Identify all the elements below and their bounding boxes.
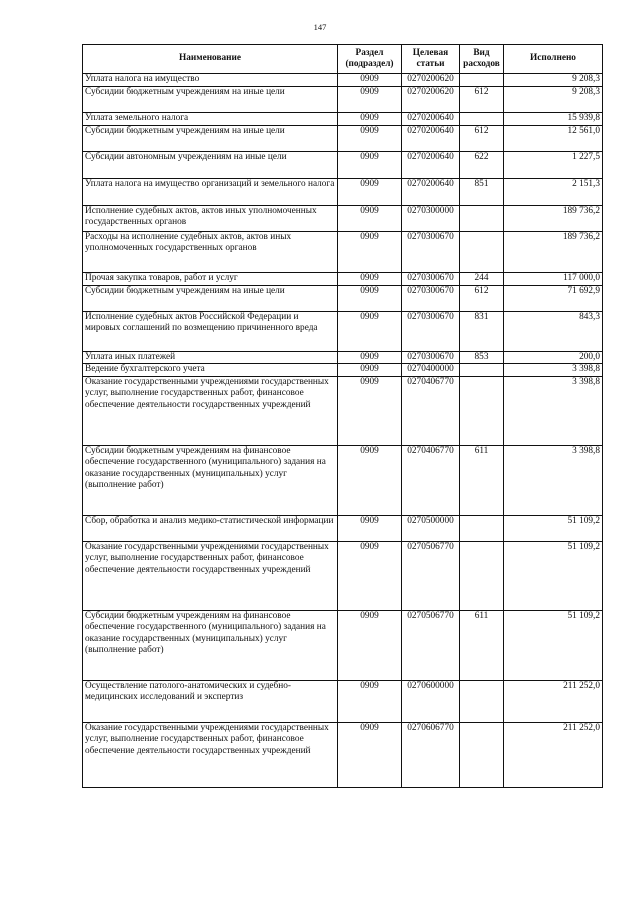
cell-section: 0909 (338, 312, 402, 352)
cell-section: 0909 (338, 286, 402, 312)
cell-target: 0270406770 (402, 445, 460, 515)
cell-type (460, 113, 504, 126)
header-name: Наименование (83, 45, 338, 74)
cell-type: 851 (460, 179, 504, 206)
table-row (83, 206, 603, 232)
cell-name: Исполнение судебных актов Российской Федерации и мировых соглашений по возмещению причиненного вреда (83, 312, 338, 352)
cell-name: Оказание государственными учреждениями государственных услуг, выполнение государственных работ, финансовое обеспечение деятельности государственных учреждений (83, 541, 338, 610)
cell-section: 0909 (338, 376, 402, 445)
cell-target: 0270300670 (402, 352, 460, 364)
cell-name: Уплата земельного налога (83, 113, 338, 126)
cell-executed: 189 736,2 (504, 206, 603, 232)
cell-target: 0270506770 (402, 610, 460, 680)
cell-executed: 3 398,8 (504, 445, 603, 515)
cell-type: 831 (460, 312, 504, 352)
cell-section: 0909 (338, 445, 402, 515)
cell-name: Уплата налога на имущество (83, 74, 338, 87)
cell-section: 0909 (338, 87, 402, 113)
cell-name: Расходы на исполнение судебных актов, актов иных уполномоченных государственных органов (83, 232, 338, 273)
cell-target: 0270300670 (402, 232, 460, 273)
table-row (83, 515, 603, 541)
cell-executed: 51 109,2 (504, 515, 603, 541)
cell-target: 0270506770 (402, 541, 460, 610)
cell-type (460, 541, 504, 610)
budget-table (82, 44, 603, 788)
cell-executed: 71 692,9 (504, 286, 603, 312)
cell-section: 0909 (338, 179, 402, 206)
cell-section: 0909 (338, 152, 402, 179)
cell-target: 0270200640 (402, 126, 460, 152)
cell-executed: 51 109,2 (504, 541, 603, 610)
cell-executed: 211 252,0 (504, 722, 603, 787)
table-row (83, 610, 603, 680)
header-section: Раздел (подраздел) (338, 45, 402, 74)
cell-executed: 1 227,5 (504, 152, 603, 179)
cell-section: 0909 (338, 722, 402, 787)
cell-target: 0270200640 (402, 179, 460, 206)
table-row (83, 232, 603, 273)
cell-name: Субсидии бюджетным учреждениям на иные цели (83, 87, 338, 113)
cell-type: 611 (460, 445, 504, 515)
table-row (83, 680, 603, 722)
cell-name: Уплата иных платежей (83, 352, 338, 364)
table-row (83, 722, 603, 787)
table-row (83, 113, 603, 126)
cell-target: 0270200620 (402, 87, 460, 113)
cell-target: 0270300000 (402, 206, 460, 232)
cell-type: 612 (460, 286, 504, 312)
table-row (83, 74, 603, 87)
cell-name: Оказание государственными учреждениями государственных услуг, выполнение государственных работ, финансовое обеспечение деятельности государственных учреждений (83, 722, 338, 787)
table-row (83, 273, 603, 286)
cell-section: 0909 (338, 232, 402, 273)
cell-section: 0909 (338, 541, 402, 610)
table-row (83, 286, 603, 312)
cell-target: 0270500000 (402, 515, 460, 541)
cell-type (460, 364, 504, 376)
cell-type (460, 722, 504, 787)
table-row (83, 352, 603, 364)
cell-executed: 843,3 (504, 312, 603, 352)
table-row (83, 364, 603, 376)
cell-name: Оказание государственными учреждениями государственных услуг, выполнение государственных работ, финансовое обеспечение деятельности государственных учреждений (83, 376, 338, 445)
cell-executed: 189 736,2 (504, 232, 603, 273)
cell-executed: 2 151,3 (504, 179, 603, 206)
cell-name: Ведение бухгалтерского учета (83, 364, 338, 376)
cell-name: Субсидии бюджетным учреждениям на финансовое обеспечение государственного (муниципального) задания на оказание государственных (муниципальных) услуг (выполнение работ) (83, 610, 338, 680)
cell-name: Субсидии бюджетным учреждениям на иные цели (83, 286, 338, 312)
cell-executed: 15 939,8 (504, 113, 603, 126)
cell-type: 622 (460, 152, 504, 179)
header-type: Вид расходов (460, 45, 504, 74)
cell-target: 0270600000 (402, 680, 460, 722)
cell-name: Уплата налога на имущество организаций и земельного налога (83, 179, 338, 206)
cell-executed: 3 398,8 (504, 376, 603, 445)
cell-type (460, 232, 504, 273)
cell-target: 0270200620 (402, 74, 460, 87)
table-row (83, 376, 603, 445)
cell-type (460, 206, 504, 232)
table-row (83, 152, 603, 179)
cell-type (460, 680, 504, 722)
cell-section: 0909 (338, 206, 402, 232)
cell-name: Субсидии бюджетным учреждениям на иные цели (83, 126, 338, 152)
cell-target: 0270606770 (402, 722, 460, 787)
cell-type: 244 (460, 273, 504, 286)
cell-target: 0270300670 (402, 286, 460, 312)
cell-executed: 51 109,2 (504, 610, 603, 680)
cell-name: Исполнение судебных актов, актов иных уполномоченных государственных органов (83, 206, 338, 232)
cell-section: 0909 (338, 352, 402, 364)
cell-target: 0270300670 (402, 273, 460, 286)
cell-name: Субсидии автономным учреждениям на иные цели (83, 152, 338, 179)
cell-section: 0909 (338, 113, 402, 126)
table-row (83, 179, 603, 206)
cell-type (460, 376, 504, 445)
cell-section: 0909 (338, 680, 402, 722)
cell-type: 611 (460, 610, 504, 680)
cell-target: 0270200640 (402, 152, 460, 179)
cell-executed: 3 398,8 (504, 364, 603, 376)
cell-type (460, 74, 504, 87)
table-header-row (83, 45, 603, 74)
cell-target: 0270400000 (402, 364, 460, 376)
cell-target: 0270300670 (402, 312, 460, 352)
table-row (83, 126, 603, 152)
table-row (83, 87, 603, 113)
table-row (83, 541, 603, 610)
cell-target: 0270406770 (402, 376, 460, 445)
cell-section: 0909 (338, 364, 402, 376)
cell-executed: 12 561,0 (504, 126, 603, 152)
header-target: Целевая статьи (402, 45, 460, 74)
cell-executed: 117 000,0 (504, 273, 603, 286)
cell-type (460, 515, 504, 541)
cell-executed: 200,0 (504, 352, 603, 364)
cell-section: 0909 (338, 515, 402, 541)
table-row (83, 445, 603, 515)
page-number: 147 (313, 22, 327, 32)
cell-section: 0909 (338, 74, 402, 87)
cell-executed: 211 252,0 (504, 680, 603, 722)
cell-section: 0909 (338, 610, 402, 680)
cell-section: 0909 (338, 126, 402, 152)
table-row (83, 312, 603, 352)
cell-executed: 9 208,3 (504, 87, 603, 113)
cell-executed: 9 208,3 (504, 74, 603, 87)
cell-type: 612 (460, 87, 504, 113)
cell-type: 853 (460, 352, 504, 364)
cell-section: 0909 (338, 273, 402, 286)
cell-target: 0270200640 (402, 113, 460, 126)
cell-name: Осуществление патолого-анатомических и судебно-медицинских исследований и экспертиз (83, 680, 338, 722)
cell-name: Субсидии бюджетным учреждениям на финансовое обеспечение государственного (муниципального) задания на оказание государственных (муниципальных) услуг (выполнение работ) (83, 445, 338, 515)
cell-name: Прочая закупка товаров, работ и услуг (83, 273, 338, 286)
cell-type: 612 (460, 126, 504, 152)
header-executed: Исполнено (504, 45, 603, 74)
cell-name: Сбор, обработка и анализ медико-статистической информации (83, 515, 338, 541)
